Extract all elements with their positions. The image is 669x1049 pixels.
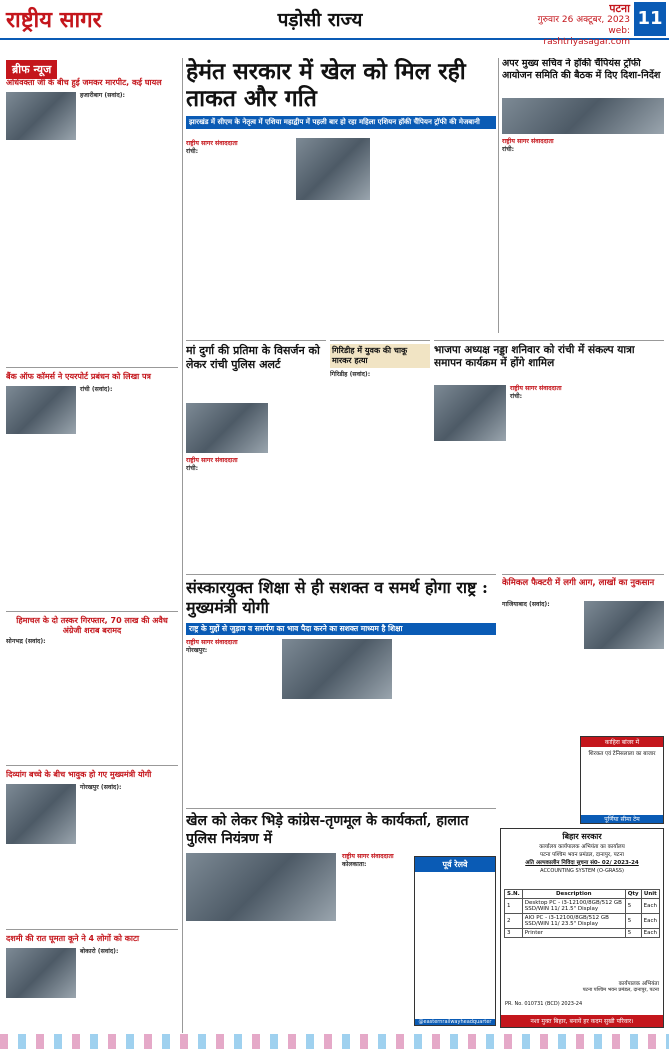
brief-4-headline: दिव्यांग बच्चे के बीच भावुक हो गए मुख्यमंत्री योगी [6,770,152,779]
brief-2-headline: बैंक ऑफ कॉमर्स ने एयरपोर्ट प्रबंधन को लिखा पत्र [6,372,151,381]
bihar-sign2: पटना पश्चिम भवन प्रमंडल, दानापुर, पटना [582,987,659,993]
lead-photo [296,138,370,200]
cell-unit: Each [641,899,659,914]
small-ad-title: काहिरा बांजर में [581,737,663,747]
cell-sn: 3 [505,929,523,938]
hdr-desc: Description [522,890,625,899]
cell-unit: Each [641,929,659,938]
brief-3-place: सोनभद्र (सवांद): [6,638,46,645]
date: गुरुवार 26 अक्टूबर, 2023 [537,15,630,25]
right-top-place: रांची: [502,146,515,153]
cell-unit: Each [641,914,659,929]
bjp-story [434,340,664,570]
brief-story-2 [6,372,178,612]
bjp-desk: राष्ट्रीय सागर संवाददाता [510,385,562,392]
cell-sn: 2 [505,914,523,929]
column-divider-left [182,58,183,1033]
cell-item: Desktop PC - i3-12100/8GB/512 GB SSD/WIN 11/ 21.5" Display [522,899,625,914]
yogi-desk: राष्ट्रीय सागर संवाददाता [186,639,238,646]
yogi-strap: राष्ट्र के मुद्दों से जुड़ाव व समर्पण का भाव पैदा करने का सशक्त माध्यम है शिक्षा [186,623,496,635]
web-url[interactable]: web: rashtriyasagar.com [543,26,630,47]
giridih-place: गिरिडीह (सवांद): [330,371,371,378]
khel-headline: खेल को लेकर भिड़े कांग्रेस-तृणमूल के कार्यकर्ता, हालात पुलिस नियंत्रण में [186,813,469,847]
bjp-headline: भाजपा अध्यक्ष नड्डा शनिवार को रांची में संकल्प यात्रा समापन कार्यक्रम में होंगे शामिल [434,344,635,369]
left-brief-column [6,60,178,1030]
page-number: 11 [634,2,666,36]
chemical-story [502,574,664,734]
table-row [505,899,660,914]
giridih-headline: गिरिडीह में युवक की चाकू मारकर हत्या [330,344,430,368]
small-ad-foot: पूर्णिया सीमा टेम [581,815,663,823]
chemical-headline: केमिकल फैक्टरी में लगी आग, लाखों का नुकसान [502,578,655,588]
bjp-place: रांची: [510,393,523,400]
brief-2-photo [6,386,76,434]
masthead-meta [520,2,630,47]
right-top-story [502,58,664,333]
brief-3-headline: हिमाचल के दो तस्कर गिरफ्तार, 70 लाख की अवैध अंग्रेजी शराब बरामद [16,616,168,635]
brief-1-headline: अधिवक्ता जी के बीच हुई जमकर मारपीट, कई घायल [6,78,162,87]
durga-photo [186,403,268,453]
small-advertisement [580,736,664,824]
bihar-notice: अति अल्पकालीन निविदा सूचना सं0- 02/ 2023-24 [525,860,639,866]
brief-story-5 [6,934,178,1030]
brief-5-headline: दशमी की रात घूमता कूने ने 4 लोगों को काटा [6,934,140,943]
chemical-photo [584,601,664,649]
khel-desk: राष्ट्रीय सागर संवाददाता [342,853,394,860]
khel-place: कोलकाता: [342,861,367,868]
brief-story-3 [6,616,178,766]
bihar-dept: कार्यालय कार्यपालक अभियंता का कार्यालय [539,844,625,850]
yogi-place: गोरखपुर: [186,647,208,654]
brief-2-place: रांची (सवांद): [80,386,113,393]
small-ad-line: शिरकत एवं टेनिसलाला का बाजार [588,751,656,757]
yogi-headline: संस्कारयुक्त शिक्षा से ही सशक्त व समर्थ होगा राष्ट्र : मुख्यमंत्री योगी [186,578,488,617]
brief-story-1 [6,78,178,368]
cell-qty: 5 [625,929,641,938]
tender-table [504,889,660,938]
brief-4-photo [6,784,76,844]
brief-1-place: हजारीबाग (सवांद): [80,92,126,99]
cell-item: Printer [522,929,625,938]
cell-sn: 1 [505,899,523,914]
cell-qty: 5 [625,914,641,929]
bihar-office: पटना पश्चिम भवन प्रमंडल, दानापुर, पटना [540,852,624,858]
chemical-place: गाजियाबाद (सवांद): [502,601,550,608]
durga-desk: राष्ट्रीय सागर संवाददाता [186,457,238,464]
brief-story-4 [6,770,178,930]
brief-5-photo [6,948,76,998]
brief-1-photo [6,92,76,140]
railway-footer: @easternrailwayheadquarter [415,1019,495,1025]
durga-story [186,340,326,570]
railway-title: पूर्व रेलवे [415,857,495,872]
bihar-sign: कार्यपालक अभियंता [618,981,659,987]
lead-subhead: झारखंड में सीएम के नेतृत्व में एशिया महाद्वीप में पहली बार हो रहा महिला एशियन हॉकी चैंपियन ट्रॉफी की मेजबानी [186,116,496,129]
cell-qty: 5 [625,899,641,914]
right-top-desk: राष्ट्रीय सागर संवाददाता [502,138,554,145]
bihar-prno: PR. No. 010731 (BCD) 2023-24 [505,1001,583,1007]
yogi-story [186,574,496,804]
lead-place: रांची: [186,148,199,155]
bjp-photo [434,385,506,441]
right-top-photo [502,98,664,134]
hdr-unit: Unit [641,890,659,899]
yogi-photo [282,639,392,699]
table-row [505,929,660,938]
bihar-slogan: नशा मुक्त बिहार, बनायें हर कदम सुखी परिवार। [501,1015,663,1027]
bihar-accounting: ACCOUNTING SYSTEM (O-GRASS) [540,868,624,874]
footer-color-strip [0,1034,669,1049]
lead-desk: राष्ट्रीय सागर संवाददाता [186,140,238,147]
khel-photo [186,853,336,921]
bihar-tender-advertisement [500,828,664,1028]
durga-headline: मां दुर्गा की प्रतिमा के विसर्जन को लेकर रांची पुलिस अलर्ट [186,344,320,371]
durga-place: रांची: [186,465,199,472]
table-row [505,914,660,929]
railway-advertisement [414,856,496,1026]
giridih-story [330,340,430,570]
hdr-qty: Qty [625,890,641,899]
newspaper-brand: राष्ट्रीय सागर [6,4,176,36]
cell-item: AIO PC - i3-12100/8GB/512 GB SSD/WIN 11/ 23.5" Display [522,914,625,929]
hdr-sn: S.N. [505,890,523,899]
section-title: पड़ोसी राज्य [277,9,363,31]
brief-4-place: गोरखपुर (सवांद): [80,784,122,791]
city: पटना [609,2,630,15]
lead-story [186,58,496,333]
brief-news-title: ब्रीफ न्यूज [6,60,57,79]
right-top-headline: अपर मुख्य सचिव ने हॉकी चैंपियंस ट्रॉफी आयोजन समिति की बैठक में दिए दिशा-निर्देश [502,58,661,81]
bihar-govt: बिहार सरकार [562,832,602,841]
brief-5-place: बोकारो (सवांद): [80,948,119,955]
column-divider-right [498,58,499,333]
lead-headline: हेमंत सरकार में खेल को मिल रही ताकत और गति [186,58,466,112]
